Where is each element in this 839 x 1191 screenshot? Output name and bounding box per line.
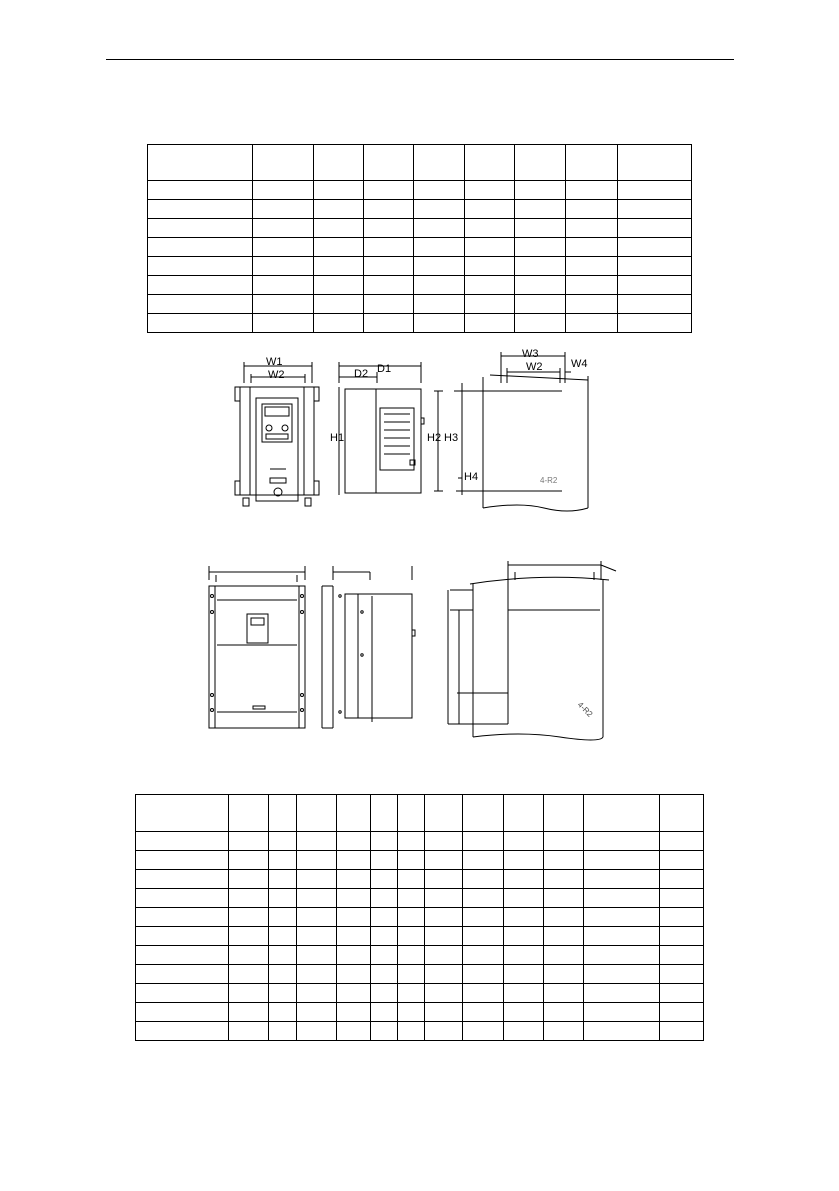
table-row xyxy=(136,832,704,851)
table-row xyxy=(136,965,704,984)
front-view-large xyxy=(209,566,305,728)
front-view xyxy=(235,362,319,506)
table-row xyxy=(148,238,692,257)
table-row xyxy=(136,908,704,927)
table-header-cell xyxy=(148,145,253,181)
dim-label-w3: W3 xyxy=(522,348,539,360)
table-row xyxy=(136,1003,704,1022)
dimension-table-small xyxy=(147,144,692,333)
dim-label-w2: W2 xyxy=(268,369,285,381)
dim-label-w1: W1 xyxy=(266,356,283,368)
side-view-large xyxy=(322,566,415,728)
table-row xyxy=(136,889,704,908)
table-header-cell xyxy=(314,145,364,181)
dim-label-h1: H1 xyxy=(330,432,345,444)
table-row xyxy=(136,870,704,889)
table-header-cell xyxy=(253,145,314,181)
table-row xyxy=(136,946,704,965)
table-header-cell xyxy=(515,145,566,181)
table-row xyxy=(136,927,704,946)
dim-label-hole-large: 4-R2 xyxy=(575,700,595,719)
dimension-table-large xyxy=(135,794,704,1041)
dim-label-h2: H2 xyxy=(427,432,442,444)
figure-small-drive-outline xyxy=(228,340,612,516)
table-header-cell xyxy=(465,145,515,181)
dim-label-w4: W4 xyxy=(571,358,588,370)
table-header-cell xyxy=(618,145,692,181)
header-rule xyxy=(106,59,734,60)
dim-label-hole: 4-R2 xyxy=(540,476,558,485)
table-row xyxy=(148,295,692,314)
figure-large-drive-outline xyxy=(205,555,620,745)
table-header-cell xyxy=(566,145,618,181)
table-row xyxy=(136,984,704,1003)
dim-label-h4: H4 xyxy=(464,471,479,483)
table-header-row xyxy=(148,145,692,181)
table-header-cell xyxy=(364,145,414,181)
side-view xyxy=(339,362,424,495)
table-header-cell xyxy=(414,145,465,181)
table-row xyxy=(148,314,692,333)
table-row xyxy=(148,257,692,276)
dim-label-d1: D1 xyxy=(377,363,392,375)
table-row xyxy=(148,200,692,219)
dim-label-d2: D2 xyxy=(354,368,369,380)
table-row xyxy=(148,181,692,200)
table-row xyxy=(136,851,704,870)
table-row xyxy=(148,219,692,238)
dim-label-w2-mounting: W2 xyxy=(526,361,543,373)
dim-label-h3: H3 xyxy=(444,432,459,444)
table-row xyxy=(148,276,692,295)
table-header-row xyxy=(136,795,704,832)
table-row xyxy=(136,1022,704,1041)
